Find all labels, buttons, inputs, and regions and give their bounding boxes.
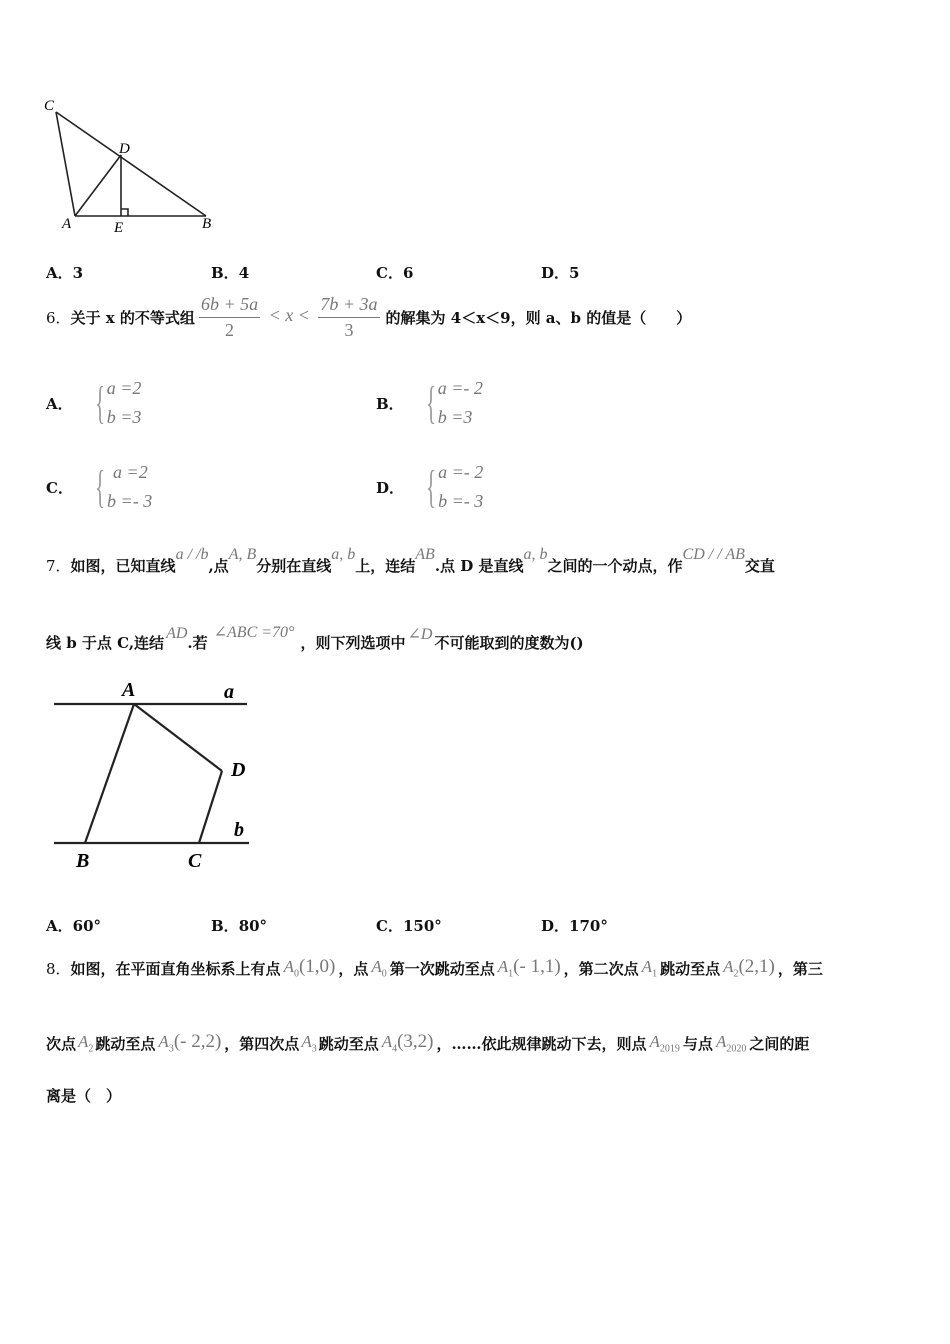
- label-B: B: [76, 850, 90, 872]
- label-A: A: [122, 679, 136, 701]
- label-b: b: [234, 819, 244, 841]
- fraction-1: $\frac{6b + 5a}{2}$: [200, 293, 259, 340]
- label-D: D: [231, 759, 246, 781]
- q7-option-c[interactable]: C．150°: [376, 917, 442, 935]
- q6-option-a[interactable]: A． { a =2 b =3: [46, 377, 142, 428]
- q6-stem: 6． 关于 x 的不等式组 $\frac{6b + 5a}{2}$ < x < $\frac{7b + 3a}{3}$ 的解集为 4＜x＜9，则 a、b 的值是（ ）: [46, 293, 692, 340]
- label-C: C: [188, 850, 202, 872]
- label-D: D: [119, 141, 130, 157]
- q8-stem-line2: 次点 $A_2$ 跳动至点 $A_3(-$ 2,2) ，第四次点 $A_3$ 跳动至点 $A_4(3,2)$ ，……依此规律跳动下去，则点 $A_{2019}$ 与点 $A_{2020}$ 之间的距: [46, 1031, 810, 1055]
- q7-stem-line1: 7． 如图，已知直线 a / /b ,点 A, B 分别在直线 a, b 上，连结 AB .点 D 是直线 a, b 之间的一个动点，作 CD / / AB 交直: [46, 546, 775, 575]
- q5-option-d[interactable]: D．5: [541, 264, 580, 282]
- q8-stem-line1: 8． 如图，在平面直角坐标系上有点 $A_0(1,0)$ ，点 $A_0$ 第一次跳动至点 $A_1(-$ 1,1) ，第二次点 $A_1$ 跳动至点 $A_2(2,1)$ ，第三: [46, 956, 823, 980]
- label-B: B: [202, 216, 212, 232]
- q6-option-d[interactable]: D． { a =- 2 b =- 3: [376, 461, 484, 512]
- triangle-figure: [40, 92, 230, 242]
- q5-option-a[interactable]: A．3: [46, 264, 84, 282]
- q5-option-c[interactable]: C．6: [376, 264, 414, 282]
- q8-stem-line3: 离是（ ）: [46, 1087, 122, 1105]
- label-a: a: [224, 681, 234, 703]
- q7-option-a[interactable]: A．60°: [46, 917, 102, 935]
- label-A: A: [62, 216, 72, 232]
- q6-option-c[interactable]: C． { a =2 b =- 3: [46, 461, 153, 512]
- label-C: C: [44, 98, 55, 114]
- label-E: E: [114, 220, 124, 236]
- q5-option-b[interactable]: B．4: [211, 264, 250, 282]
- q7-option-b[interactable]: B．80°: [211, 917, 268, 935]
- q7-option-d[interactable]: D．170°: [541, 917, 608, 935]
- parallel-lines-figure: [48, 676, 258, 876]
- q6-option-b[interactable]: B． { a =- 2 b =3: [376, 377, 483, 428]
- q7-stem-line2: 线 b 于点 C,连结 AD .若 ∠ABC =70° ，则下列选项中 ∠D 不可能取到的度数为(): [46, 624, 584, 652]
- fraction-2: $\frac{7b + 3a}{3}$: [320, 293, 378, 340]
